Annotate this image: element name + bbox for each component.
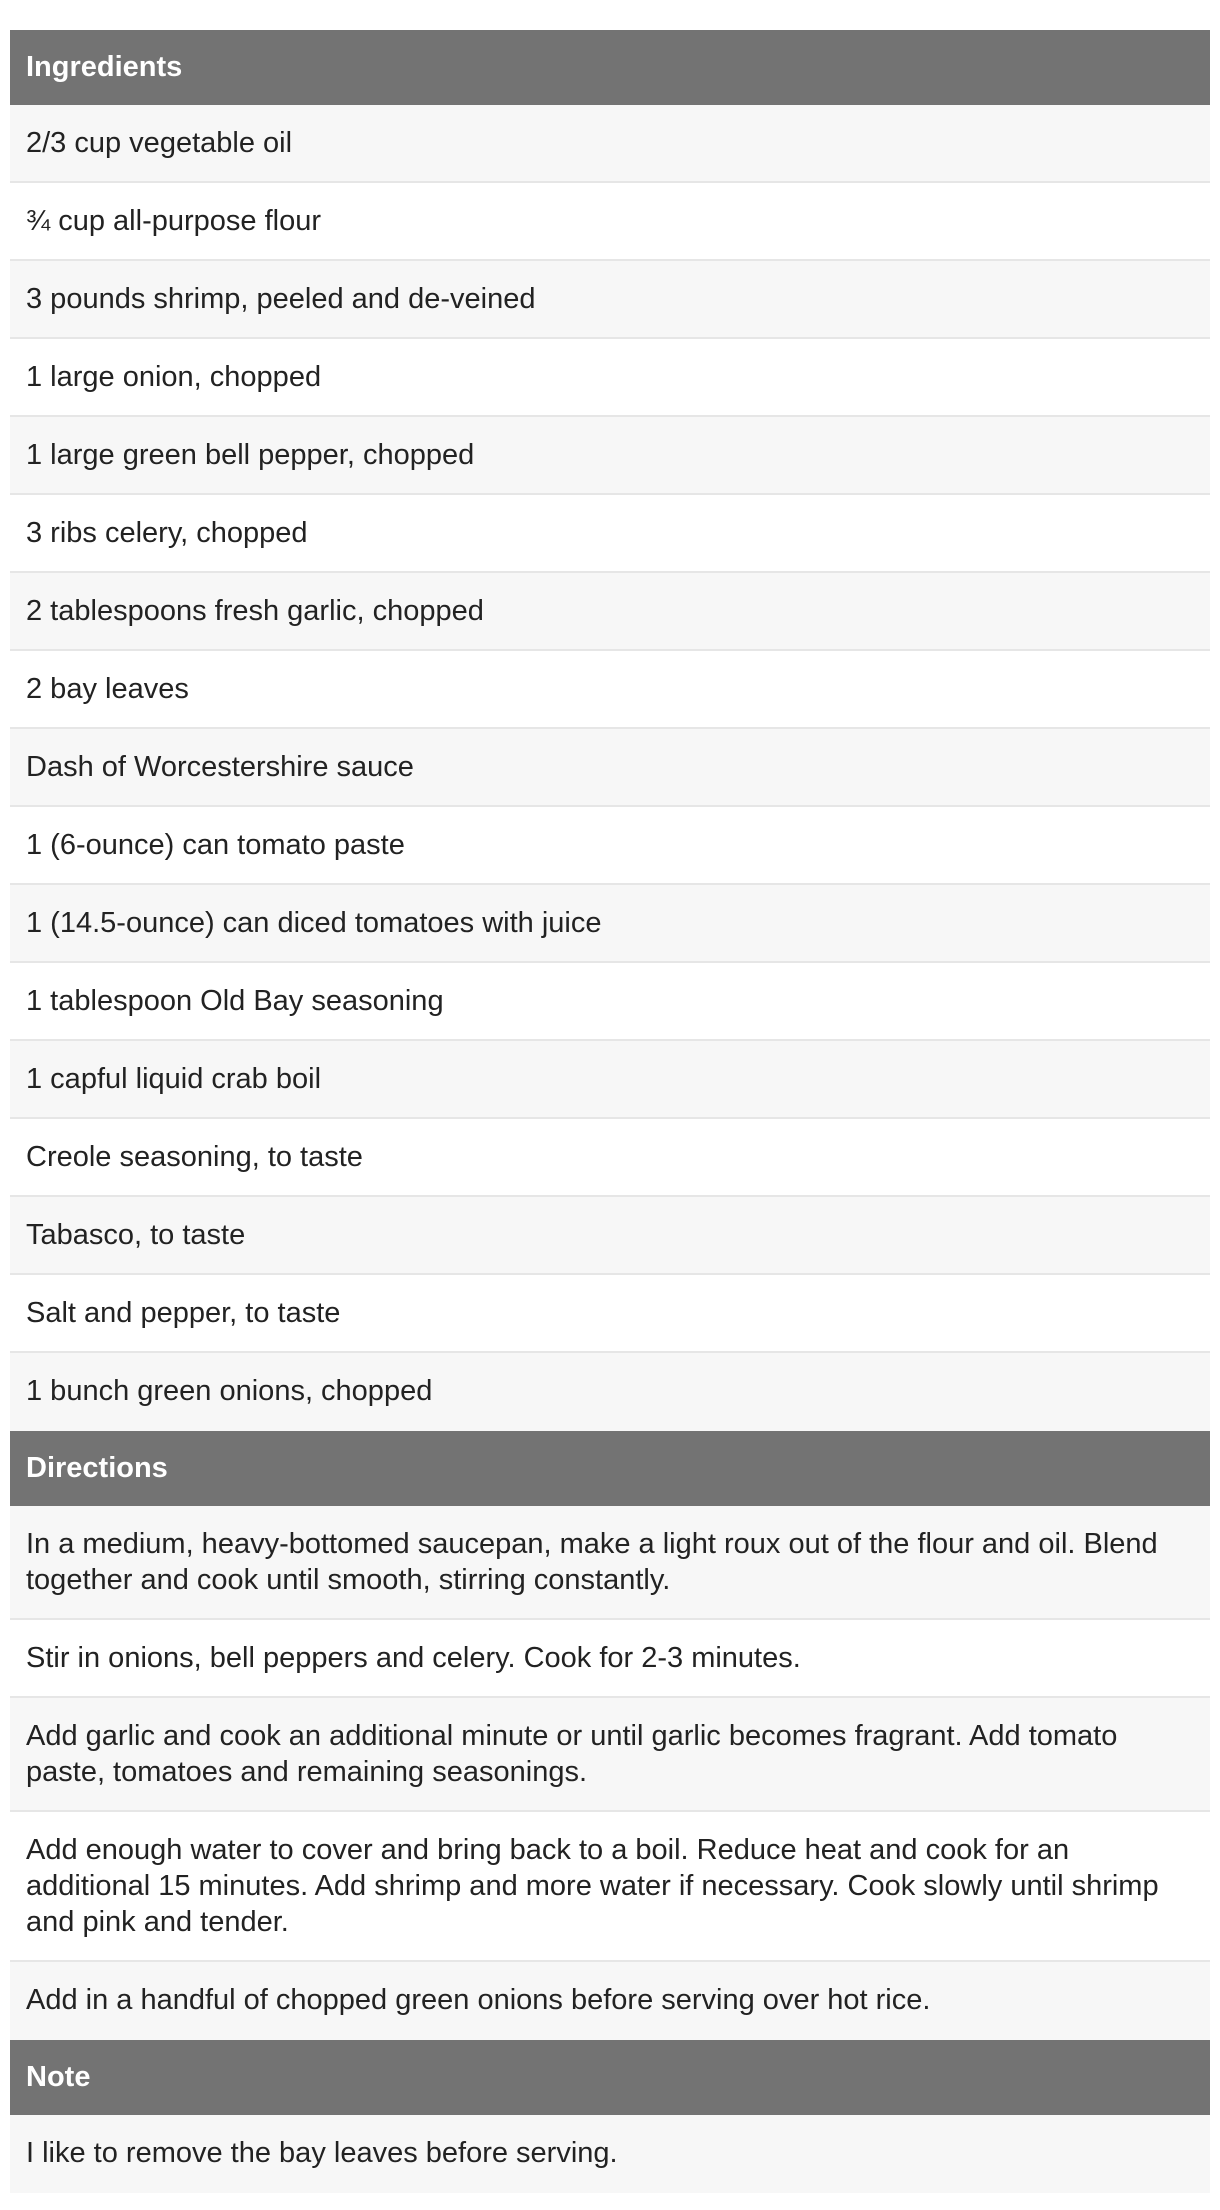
ingredient-item: Creole seasoning, to taste [10, 1119, 1210, 1197]
ingredient-item: 1 capful liquid crab boil [10, 1041, 1210, 1119]
ingredient-item: ¾ cup all-purpose flour [10, 183, 1210, 261]
direction-step: Add in a handful of chopped green onions before serving over hot rice. [10, 1962, 1210, 2040]
note-header: Note [10, 2040, 1210, 2115]
direction-step: Add enough water to cover and bring back to a boil. Reduce heat and cook for an additional 15 minutes. Add shrimp and more water if necessary. Cook slowly until shrimp and pink and tender. [10, 1812, 1210, 1962]
ingredient-item: 1 large onion, chopped [10, 339, 1210, 417]
ingredient-item: 1 (14.5-ounce) can diced tomatoes with juice [10, 885, 1210, 963]
ingredient-item: 2/3 cup vegetable oil [10, 105, 1210, 183]
ingredient-item: 2 bay leaves [10, 651, 1210, 729]
ingredients-list [10, 105, 1210, 1431]
directions-header: Directions [10, 1431, 1210, 1506]
direction-step: Stir in onions, bell peppers and celery. Cook for 2-3 minutes. [10, 1620, 1210, 1698]
note-list [10, 2115, 1210, 2193]
ingredient-item: 1 (6-ounce) can tomato paste [10, 807, 1210, 885]
directions-list [10, 1506, 1210, 2040]
recipe-card [10, 30, 1210, 2193]
ingredient-item: Salt and pepper, to taste [10, 1275, 1210, 1353]
ingredient-item: Tabasco, to taste [10, 1197, 1210, 1275]
ingredient-item: Dash of Worcestershire sauce [10, 729, 1210, 807]
ingredient-item: 1 bunch green onions, chopped [10, 1353, 1210, 1431]
ingredient-item: 1 tablespoon Old Bay seasoning [10, 963, 1210, 1041]
direction-step: In a medium, heavy-bottomed saucepan, make a light roux out of the flour and oil. Blend together and cook until smooth, stirring constantly. [10, 1506, 1210, 1620]
ingredient-item: 1 large green bell pepper, chopped [10, 417, 1210, 495]
ingredients-header: Ingredients [10, 30, 1210, 105]
ingredient-item: 2 tablespoons fresh garlic, chopped [10, 573, 1210, 651]
note-text: I like to remove the bay leaves before serving. [10, 2115, 1210, 2193]
ingredient-item: 3 ribs celery, chopped [10, 495, 1210, 573]
direction-step: Add garlic and cook an additional minute or until garlic becomes fragrant. Add tomato paste, tomatoes and remaining seasonings. [10, 1698, 1210, 1812]
ingredient-item: 3 pounds shrimp, peeled and de-veined [10, 261, 1210, 339]
